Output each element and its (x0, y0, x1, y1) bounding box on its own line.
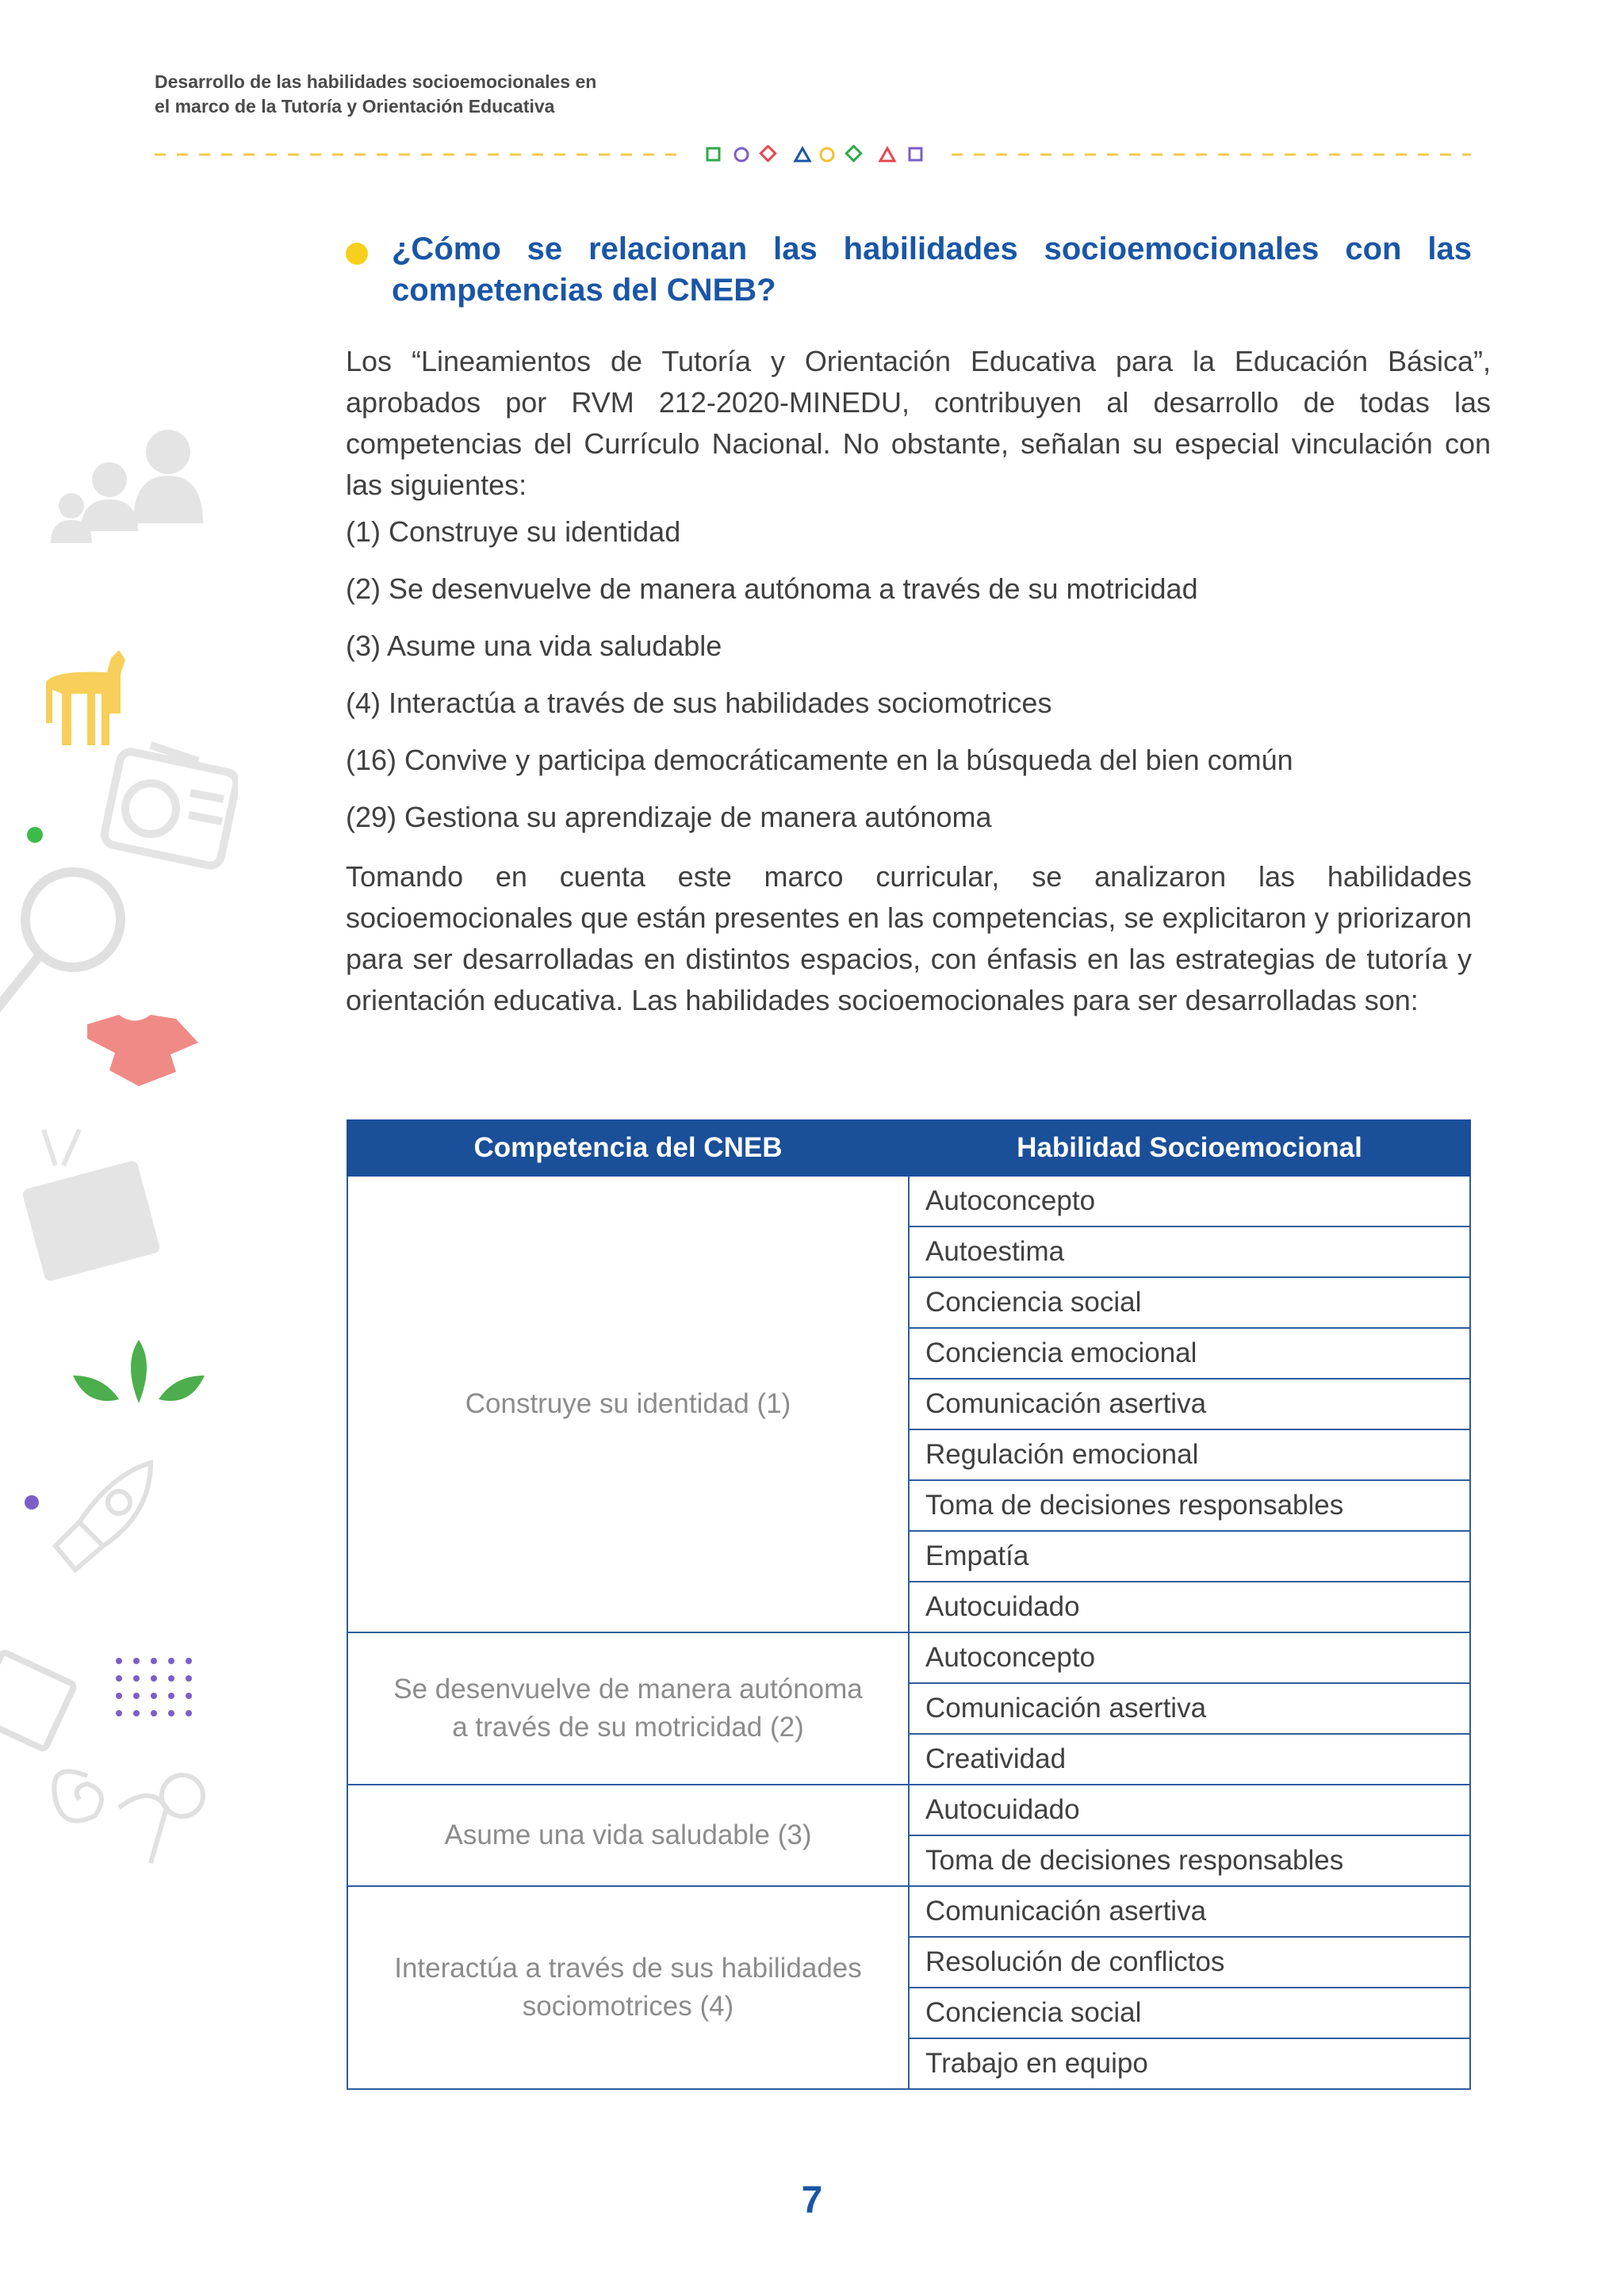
analysis-paragraph: Tomando en cuenta este marco curricular, se analizaron las habilidades socioemocionales que están presentes en las competencias, se explicitaron y priorizaron para ser desarrolladas en distintos espacios, con énfasis en las estrategias de tutoría y orientación educativa. Las habilidades socioemocionales para ser desarrolladas son: (346, 860, 1472, 1016)
green-dot-icon (27, 827, 43, 843)
leaves-icon (73, 1340, 205, 1403)
section-heading (346, 228, 1472, 311)
list-item: (16) Convive y participa democráticamente en la búsqueda del bien común (346, 744, 1293, 776)
competence-label-line-2: a través de su motricidad (2) (452, 1712, 804, 1743)
table-row (347, 1886, 1470, 1937)
skill-cell: Conciencia social (909, 1988, 1470, 2038)
triangle-icon (795, 148, 810, 161)
bullet-dot-icon (346, 243, 368, 265)
competency-skills-table (347, 1119, 1471, 2090)
skill-cell: Creatividad (909, 1734, 1470, 1785)
table-header-row (347, 1120, 1470, 1176)
competence-label-line-1: Interactúa a través de sus habilidades (394, 1953, 862, 1984)
skill-cell: Resolución de conflictos (909, 1937, 1470, 1988)
competence-cell (347, 1785, 909, 1886)
skill-cell: Autocuidado (909, 1785, 1470, 1835)
page-number: 7 (801, 2179, 823, 2221)
list-item: (29) Gestiona su aprendizaje de manera autónoma (346, 801, 992, 833)
list-item: (3) Asume una vida saludable (346, 629, 722, 662)
header-line-2: el marco de la Tutoría y Orientación Educativa (155, 96, 555, 117)
side-illustrations (0, 412, 238, 1919)
competence-cell (347, 1176, 909, 1632)
rocket-icon (56, 1463, 151, 1570)
circle-icon (821, 148, 833, 161)
competence-label-line-1: Se desenvuelve de manera autónoma (393, 1674, 863, 1705)
column-header-skill: Habilidad Socioemocional (909, 1120, 1470, 1176)
table-row (347, 1632, 1470, 1683)
skill-cell: Comunicación asertiva (909, 1683, 1470, 1734)
skill-cell: Autoestima (909, 1226, 1470, 1277)
list-item: (4) Interactúa a través de sus habilidades sociomotrices (346, 687, 1052, 719)
people-icon (51, 430, 203, 543)
skill-cell: Toma de decisiones responsables (909, 1480, 1470, 1531)
laptop-icon (0, 1651, 75, 1750)
llama-icon (46, 650, 125, 745)
header-line-1: Desarrollo de las habilidades socioemocionales en (155, 71, 597, 92)
tv-icon (21, 1130, 161, 1282)
diamond-icon (760, 146, 775, 160)
table-row (347, 1176, 1470, 1226)
tshirt-icon (87, 1015, 198, 1086)
running-header (155, 70, 596, 119)
competence-label: Asume una vida saludable (3) (444, 1820, 812, 1850)
radio-icon (102, 745, 238, 867)
diamond-icon (846, 146, 860, 160)
competency-list (346, 511, 1491, 854)
skill-cell: Conciencia emocional (909, 1328, 1470, 1379)
competence-cell (347, 1886, 909, 2089)
intro-paragraph: Los “Lineamientos de Tutoría y Orientación Educativa para la Educación Básica”, aprobados por RVM 212-2020-MINEDU, contribuyen al desarrollo de todas las competencias del Currículo Nacional. No obstante, señalan su especial vinculación con las siguientes: (346, 345, 1491, 501)
competence-label-line-2: sociomotrices (4) (522, 1991, 734, 2022)
skill-cell: Comunicación asertiva (909, 1886, 1470, 1937)
skill-cell: Regulación emocional (909, 1429, 1470, 1480)
competence-label: Construye su identidad (1) (465, 1388, 791, 1419)
square-icon (910, 148, 921, 160)
skill-cell: Autocuidado (909, 1582, 1470, 1632)
square-icon (707, 148, 719, 160)
competence-cell (347, 1632, 909, 1785)
triangle-icon (880, 148, 894, 161)
column-header-competence: Competencia del CNEB (347, 1120, 909, 1176)
skill-cell: Autoconcepto (909, 1176, 1470, 1226)
skill-cell: Comunicación asertiva (909, 1379, 1470, 1429)
skill-cell: Trabajo en equipo (909, 2038, 1470, 2089)
table-row (347, 1785, 1470, 1835)
circle-icon (735, 148, 748, 161)
skill-cell: Empatía (909, 1531, 1470, 1582)
purple-dot-icon (25, 1495, 39, 1510)
section-title: ¿Cómo se relacionan las habilidades socioemocionales con las competencias del CNEB? (392, 232, 1472, 308)
list-item: (1) Construye su identidad (346, 515, 681, 548)
dot-grid-icon (116, 1658, 192, 1716)
skill-cell: Autoconcepto (909, 1632, 1470, 1683)
skill-cell: Toma de decisiones responsables (909, 1835, 1470, 1886)
header-divider (155, 145, 1471, 164)
magnifier-icon (0, 872, 121, 1015)
list-item: (2) Se desenvuelve de manera autónoma a través de su motricidad (346, 572, 1198, 605)
monkey-icon (54, 1771, 203, 1863)
skill-cell: Conciencia social (909, 1277, 1470, 1328)
